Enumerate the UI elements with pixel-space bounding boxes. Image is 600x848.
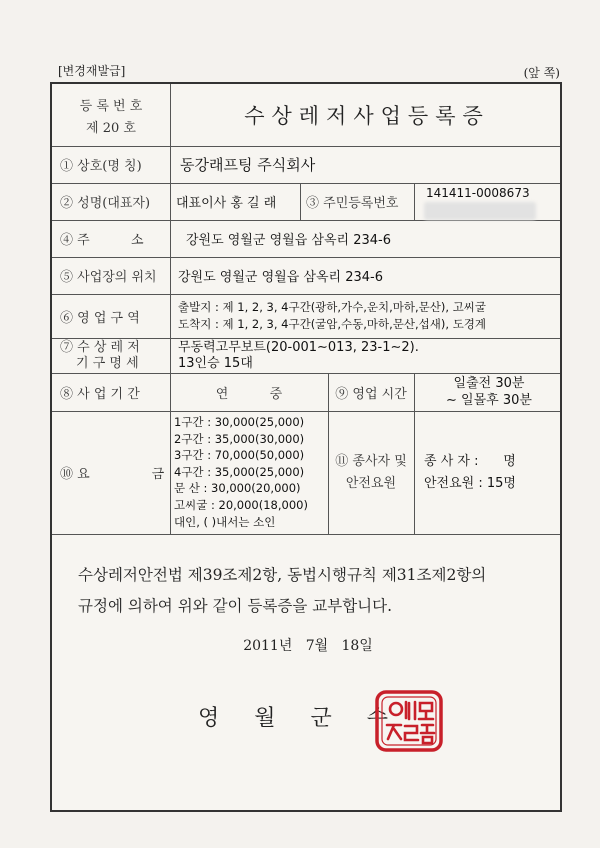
workplace-label: ⑤ 사업장의 위치 [60, 270, 157, 285]
resident-number-value: 141411-0008673 [426, 186, 530, 200]
fee-item: 3구간 : 70,000(50,000) [174, 448, 305, 463]
notice-line-1: 수상레저안전법 제39조제2항, 동법시행규칙 제31조제2항의 [78, 566, 487, 584]
business-hours-label: ⑨ 영업 시간 [335, 386, 407, 402]
document-title: 수상레저사업등록증 [244, 104, 490, 128]
fee-item: 4구간 : 35,000(25,000) [174, 464, 305, 479]
issuer-name: 영 월 군 수 [198, 705, 402, 731]
address-value: 강원도 영월군 영월읍 삼옥리 234-6 [186, 233, 392, 248]
fee-item: 대인, ( )내서는 소인 [174, 514, 276, 529]
registration-number-label: 등 록 번 호 [79, 98, 143, 114]
reissue-label: [변경재발급] [58, 64, 126, 78]
issue-date: 2011년 7월 18일 [243, 638, 373, 654]
equipment-label-2: 기 구 명 세 [76, 355, 139, 371]
business-hours-start: 일출전 30분 [453, 376, 525, 391]
equipment-line-2: 13인승 15대 [178, 355, 253, 371]
equipment-line-1: 무동력고무보트(20-001∼013, 23-1∼2). [178, 339, 419, 355]
notice-line-2: 규정에 의하여 위와 같이 등록증을 교부합니다. [78, 597, 393, 615]
equipment-label-1: ⑦ 수 상 레 저 [60, 339, 140, 355]
fee-item: 1구간 : 30,000(25,000) [174, 415, 305, 429]
fee-item: 문 산 : 30,000(20,000) [174, 481, 301, 496]
representative-label: ② 성명(대표자) [60, 196, 151, 211]
business-period-value: 연 중 [215, 386, 283, 402]
business-hours-end: ∼ 일몰후 30분 [446, 393, 532, 408]
zone-arrival: 도착지 : 제 1, 2, 3, 4구간(굴암,수동,마하,문산,섭새), 도경계 [178, 317, 487, 331]
fees-label: ⑩ 요 금 [60, 467, 165, 482]
registration-number: 제 20 호 [86, 120, 136, 136]
staff-label-1: ⑪ 종사자 및 [335, 453, 407, 469]
fee-item: 2구간 : 35,000(30,000) [174, 431, 305, 446]
business-period-label: ⑧ 사 업 기 간 [60, 386, 140, 402]
representative-value: 대표이사 홍 길 래 [176, 196, 277, 211]
trade-name-label: ① 상호(명 칭) [60, 159, 142, 174]
business-zone-label: ⑥ 영 업 구 역 [60, 310, 140, 326]
official-seal-stamp [374, 689, 444, 753]
redaction-blur [424, 202, 536, 220]
fee-item: 고씨굴 : 20,000(18,000) [174, 497, 308, 512]
address-label: ④ 주 소 [60, 233, 144, 248]
page-side-label: (앞 쪽) [523, 66, 560, 80]
trade-name-value: 동강래프팅 주식회사 [180, 156, 316, 174]
staff-label-2: 안전요원 [345, 475, 397, 491]
resident-number-label: ③ 주민등록번호 [306, 196, 399, 211]
staff-count: 종 사 자 : 명 [424, 453, 516, 469]
registration-form [50, 82, 562, 812]
safety-staff-count: 안전요원 : 15명 [424, 475, 516, 491]
zone-departure: 출발지 : 제 1, 2, 3, 4구간(광하,가수,운치,마하,문산), 고씨굴 [178, 300, 487, 314]
workplace-value: 강원도 영월군 영월읍 삼옥리 234-6 [178, 270, 384, 285]
fees-list [174, 414, 328, 532]
